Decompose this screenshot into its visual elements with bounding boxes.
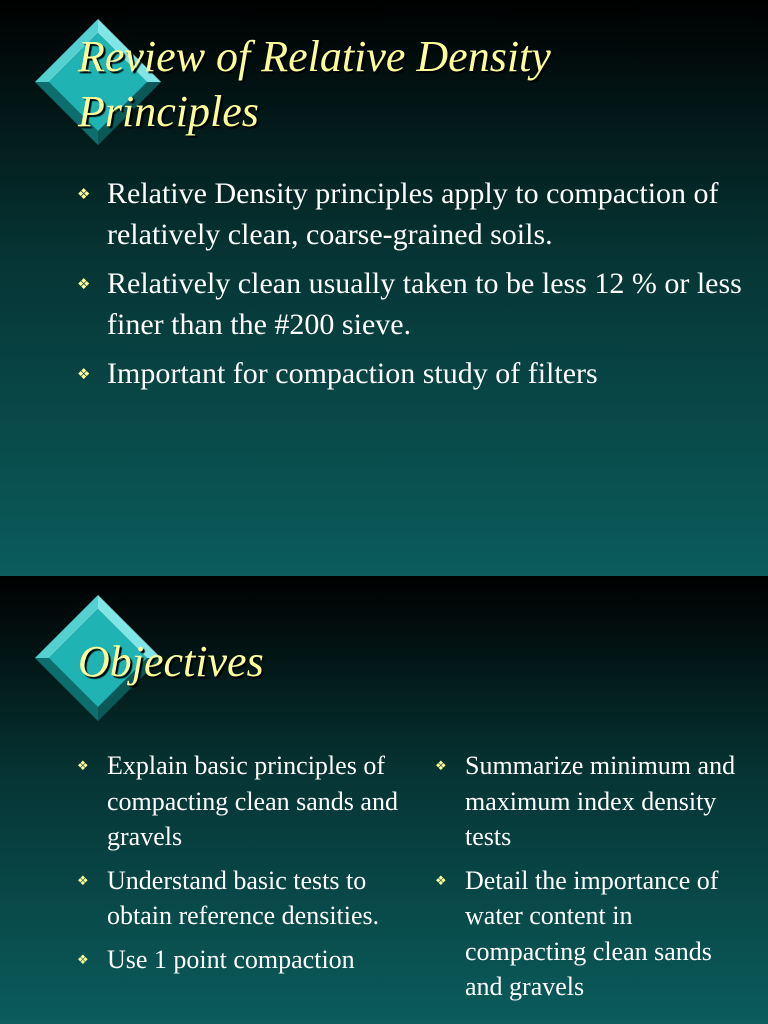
- bullet-text: Understand basic tests to obtain reference densities.: [107, 865, 380, 930]
- bullet-text: Important for compaction study of filters: [107, 357, 598, 390]
- slide-title: Review of Relative Density Principles: [78, 32, 551, 136]
- bullet-text: Explain basic principles of compacting clean sands and gravels: [107, 751, 398, 851]
- diamond-bullet-icon: ❖: [77, 365, 91, 383]
- list-item: [77, 353, 747, 394]
- bullet-text: Use 1 point compaction: [107, 944, 355, 974]
- slide-title: Objectives: [78, 637, 264, 686]
- objectives-right-column: [435, 748, 755, 1013]
- diamond-bullet-icon: ❖: [435, 873, 447, 889]
- list-item: [435, 748, 755, 855]
- diamond-bullet-icon: ❖: [435, 759, 447, 774]
- bullet-text: Relative Density principles apply to compaction of relatively clean, coarse-grained soils.: [107, 177, 719, 251]
- list-item: [77, 748, 422, 855]
- bullet-text: Relatively clean usually taken to be less 12 % or less finer than the #200 sieve.: [107, 267, 742, 341]
- diamond-bullet-icon: ❖: [77, 759, 89, 774]
- objectives-left-column: [77, 748, 422, 985]
- diamond-bullet-icon: ❖: [77, 952, 89, 968]
- diamond-bullet-icon: ❖: [77, 275, 91, 293]
- list-item: [77, 942, 422, 978]
- bullet-list: [77, 173, 747, 402]
- list-item: [77, 263, 747, 345]
- diamond-bullet-icon: ❖: [77, 873, 89, 889]
- list-item: [77, 863, 422, 934]
- list-item: [77, 173, 747, 255]
- slide-objectives: [0, 576, 768, 1024]
- list-item: [435, 863, 755, 1005]
- diamond-bullet-icon: ❖: [77, 185, 91, 203]
- bullet-text: Detail the importance of water content in compacting clean sands and gravels: [465, 865, 719, 1001]
- bullet-text: Summarize minimum and maximum index density tests: [465, 751, 736, 851]
